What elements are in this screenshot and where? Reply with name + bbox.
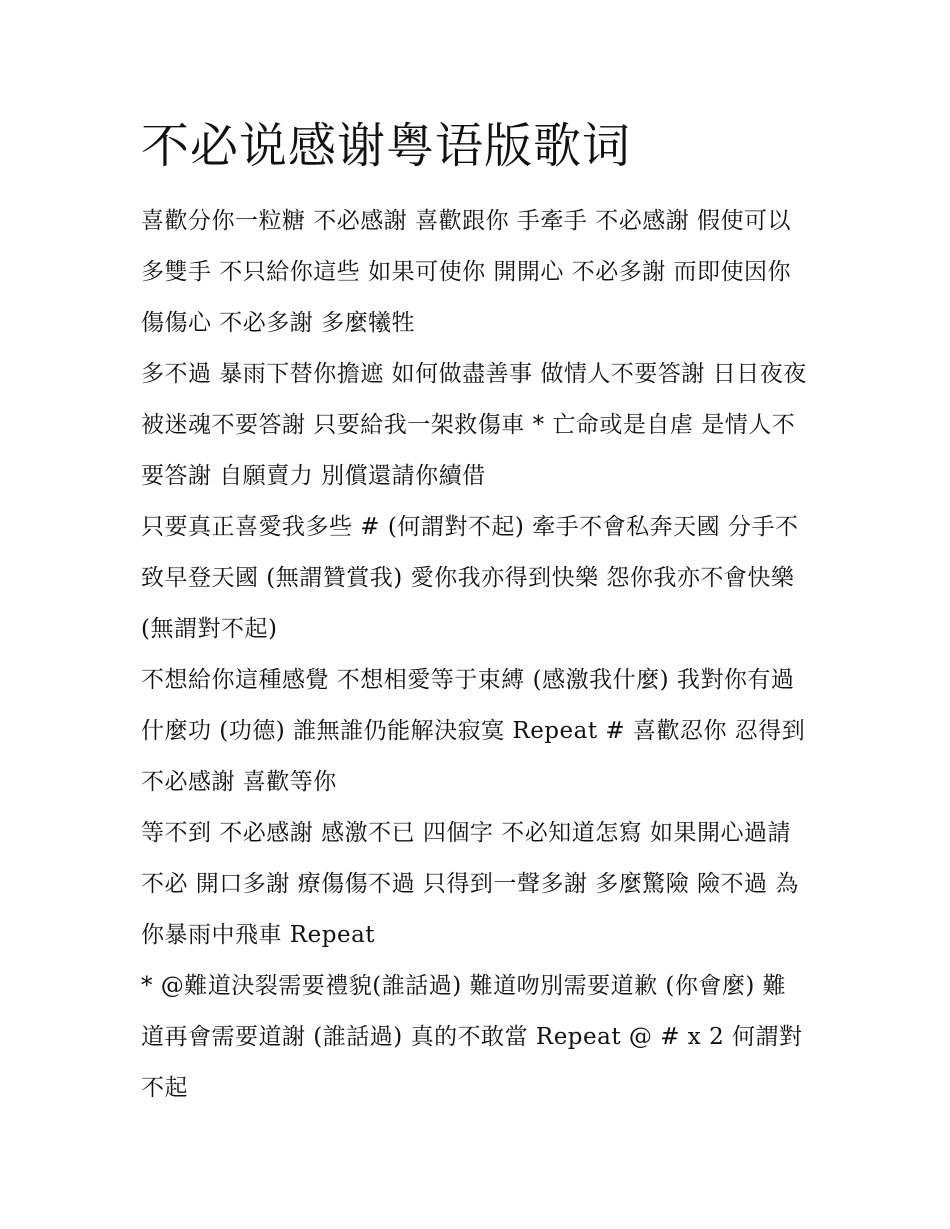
lyrics-paragraph-4: 不想給你這種感覺 不想相愛等于束縛 (感激我什麼) 我對你有過什麼功 (功德) 誰無誰仍能解決寂寞 Repeat # 喜歡忍你 忍得到 不必感謝 喜歡等你 [141,667,806,795]
lyrics-paragraph-3: 只要真正喜愛我多些 # (何謂對不起) 牽手不會私奔天國 分手不致早登天國 (無謂贊賞我) 愛你我亦得到快樂 怨你我亦不會快樂(無謂對不起) [141,514,799,642]
lyrics-paragraph-1: 喜歡分你一粒糖 不必感謝 喜歡跟你 手牽手 不必感謝 假使可以 多雙手 不只給你這些 如果可使你 開開心 不必多謝 而即使因你傷傷心 不必多謝 多麼犧牲 [141,208,792,336]
lyrics-paragraph-6: * @難道決裂需要禮貌(誰話過) 難道吻別需要道歉 (你會麼) 難道再會需要道謝 (誰話過) 真的不敢當 Repeat @ # x 2 何謂對不起 [141,973,803,1101]
lyrics-page [141,112,809,1114]
lyrics-paragraph-2: 多不過 暴雨下替你擔遮 如何做盡善事 做情人不要答謝 日日夜夜被迷魂不要答謝 只要給我一架救傷車 * 亡命或是自虐 是情人不要答謝 自願賣力 別償還請你續借 [141,361,807,489]
lyrics-paragraph-5: 等不到 不必感謝 感激不已 四個字 不必知道怎寫 如果開心過請不必 開口多謝 療傷傷不過 只得到一聲多謝 多麼驚險 險不過 為你暴雨中飛車 Repeat [141,820,799,948]
page-title: 不必说感谢粤语版歌词 [141,118,632,174]
